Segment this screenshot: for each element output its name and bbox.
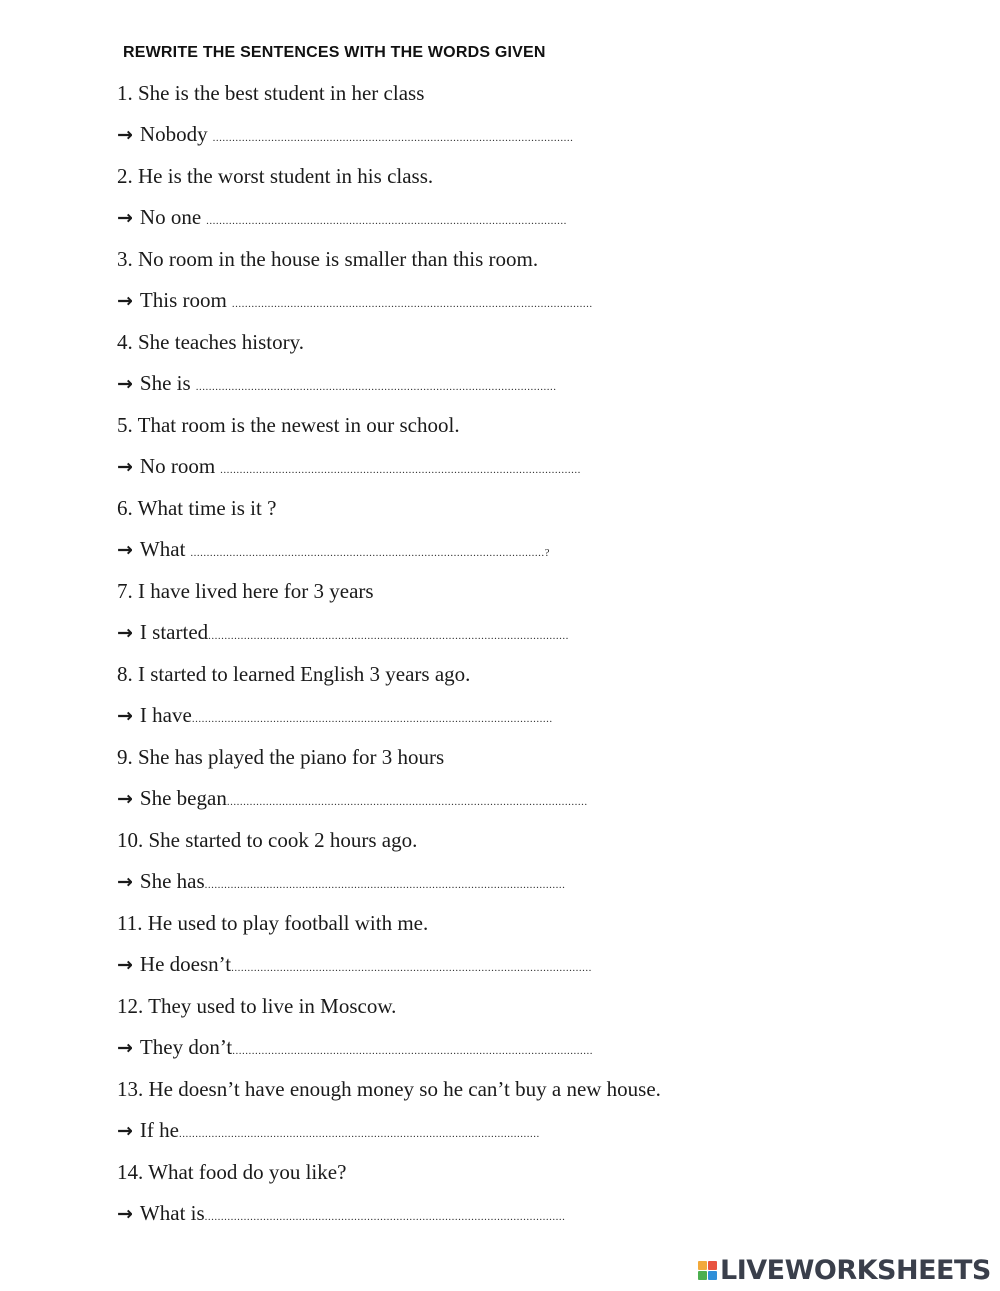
answer-line — [117, 451, 817, 493]
logo-mark-square — [698, 1261, 707, 1270]
answer-blank[interactable]: ............................................................................................................... — [191, 714, 553, 725]
exercise-question: 11. He used to play football with me. — [117, 911, 429, 935]
exercise-item — [117, 991, 817, 1074]
answer-prompt: I have — [139, 703, 192, 727]
exercise-item — [117, 493, 817, 576]
exercise-question: 2. He is the worst student in his class. — [117, 164, 434, 188]
answer-line — [117, 1198, 817, 1240]
answer-prompt: I started — [139, 620, 209, 644]
exercise-item — [117, 78, 817, 161]
answer-blank[interactable]: ............................................................................................................... — [231, 299, 593, 310]
answer-prompt: She has — [139, 869, 205, 893]
answer-line — [117, 783, 817, 825]
answer-line — [117, 368, 817, 410]
liveworksheets-logo-icon — [698, 1261, 717, 1280]
arrow-right-icon: → — [117, 456, 133, 478]
answer-blank[interactable]: ............................................................................................................... — [231, 963, 592, 974]
arrow-right-icon: → — [117, 954, 133, 976]
exercise-question: 4. She teaches history. — [117, 330, 305, 354]
logo-mark-square — [708, 1271, 717, 1280]
arrow-right-icon: → — [117, 705, 133, 727]
arrow-right-icon: → — [117, 1120, 133, 1142]
answer-line — [117, 285, 817, 327]
exercise-question: 5. That room is the newest in our school. — [117, 413, 460, 437]
logo-mark-square — [708, 1261, 717, 1270]
answer-line — [117, 866, 817, 908]
answer-prompt: They don’t — [139, 1035, 233, 1059]
answer-line — [117, 534, 817, 576]
exercise-item — [117, 908, 817, 991]
liveworksheets-logo — [698, 1255, 991, 1286]
answer-end-mark: ? — [544, 547, 550, 559]
exercise-question: 14. What food do you like? — [117, 1160, 347, 1184]
answer-blank[interactable]: ............................................................................................................... — [220, 465, 581, 476]
answer-blank[interactable]: ............................................................................................................... — [204, 1212, 566, 1223]
exercise-item — [117, 1157, 817, 1240]
exercise-question: 12. They used to live in Moscow. — [117, 994, 397, 1018]
answer-blank[interactable]: ............................................................................................................... — [226, 797, 588, 808]
answer-prompt: Nobody — [139, 122, 208, 146]
answer-blank[interactable]: ............................................................................................................... — [195, 382, 557, 393]
answer-line — [117, 1115, 817, 1157]
answer-blank[interactable]: ............................................................................................................... — [178, 1129, 540, 1140]
answer-blank[interactable]: ............................................................................................................... — [232, 1046, 594, 1057]
answer-line — [117, 700, 817, 742]
arrow-right-icon: → — [117, 539, 133, 561]
answer-line — [117, 617, 817, 659]
exercise-item — [117, 742, 817, 825]
exercise-item — [117, 1074, 817, 1157]
exercise-question: 6. What time is it ? — [117, 496, 277, 520]
arrow-right-icon: → — [117, 207, 133, 229]
exercise-item — [117, 410, 817, 493]
answer-blank[interactable]: ............................................................................................................. — [190, 548, 545, 559]
exercise-question: 7. I have lived here for 3 years — [117, 579, 374, 603]
answer-prompt: If he — [139, 1118, 179, 1142]
exercise-question: 9. She has played the piano for 3 hours — [117, 745, 445, 769]
logo-mark-square — [698, 1271, 707, 1280]
exercise-item — [117, 161, 817, 244]
answer-blank[interactable]: ............................................................................................................... — [204, 880, 566, 891]
exercise-item — [117, 327, 817, 410]
arrow-right-icon: → — [117, 788, 133, 810]
arrow-right-icon: → — [117, 290, 133, 312]
answer-line — [117, 949, 817, 991]
exercise-item — [117, 244, 817, 327]
answer-prompt: She is — [139, 371, 191, 395]
answer-prompt: She began — [139, 786, 227, 810]
answer-blank[interactable]: ............................................................................................................... — [206, 216, 567, 227]
logo-text: LIVEWORKSHEETS — [720, 1255, 991, 1286]
answer-line — [117, 202, 817, 244]
exercise-question: 10. She started to cook 2 hours ago. — [117, 828, 418, 852]
exercise-item — [117, 659, 817, 742]
worksheet-title: REWRITE THE SENTENCES WITH THE WORDS GIVEN — [123, 44, 546, 61]
answer-prompt: This room — [139, 288, 227, 312]
answer-blank[interactable]: ............................................................................................................... — [208, 631, 569, 642]
answer-prompt: No one — [139, 205, 202, 229]
answer-prompt: No room — [139, 454, 216, 478]
arrow-right-icon: → — [117, 1203, 133, 1225]
arrow-right-icon: → — [117, 1037, 133, 1059]
exercise-question: 8. I started to learned English 3 years ago. — [117, 662, 471, 686]
answer-prompt: He doesn’t — [139, 952, 232, 976]
answer-prompt: What — [139, 537, 186, 561]
answer-line — [117, 1032, 817, 1074]
arrow-right-icon: → — [117, 622, 133, 644]
exercise-question: 13. He doesn’t have enough money so he can’t buy a new house. — [117, 1077, 661, 1101]
answer-prompt: What is — [139, 1201, 205, 1225]
arrow-right-icon: → — [117, 373, 133, 395]
arrow-right-icon: → — [117, 124, 133, 146]
exercise-item — [117, 576, 817, 659]
exercise-item — [117, 825, 817, 908]
arrow-right-icon: → — [117, 871, 133, 893]
answer-line — [117, 119, 817, 161]
answer-blank[interactable]: ............................................................................................................... — [212, 133, 574, 144]
exercise-question: 1. She is the best student in her class — [117, 81, 425, 105]
exercise-list — [117, 78, 817, 1240]
exercise-question: 3. No room in the house is smaller than this room. — [117, 247, 539, 271]
